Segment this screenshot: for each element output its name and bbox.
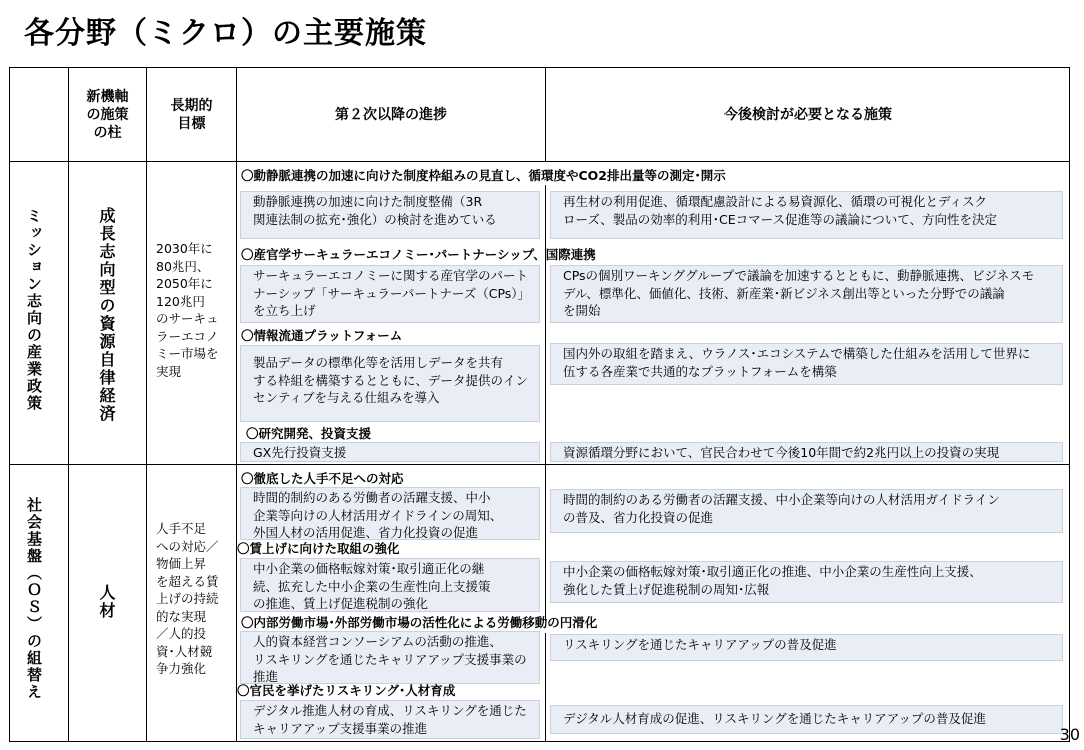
progress-box: 時間的制約のある労働者の活躍支援、中小 企業等向けの人材活用ガイドラインの周知、 外国人材の活用促進、省力化投資の促進 <box>240 487 540 540</box>
future-box: リスキリングを通じたキャリアアップの普及促進 <box>550 634 1063 661</box>
item-heading: 〇官民を挙げたリスキリング･人材育成 <box>237 683 456 698</box>
progress-box: 中小企業の価格転嫁対策･取引適正化の継 続、拡充した中小企業の生産性向上支援策 の推進、賃上げ促進税制の強化 <box>240 558 540 612</box>
progress-box: 動静脈連携の加速に向けた制度整備（3R 関連法制の拡充･強化）の検討を進めている <box>240 191 540 239</box>
future-box: デジタル人材育成の促進、リスキリングを通じたキャリアアップの普及促進 <box>550 705 1063 734</box>
category-mission: ミッション志向の産業政策 <box>25 208 43 412</box>
future-box: 資源循環分野において、官民合わせて今後10年間で約2兆円以上の投資の実現 <box>550 442 1063 462</box>
progress-box: サーキュラーエコノミーに関する産官学のパート ナーシップ「サーキュラーパートナーズ（CPs）」 を立ち上げ <box>240 265 540 323</box>
item-heading: 〇賃上げに向けた取組の強化 <box>237 541 400 556</box>
future-box: CPsの個別ワーキンググループで議論を加速するとともに、動静脈連携、ビジネスモ デル、標準化、価値化、技術、新産業･新ビジネス創出等といった分野での議論 を開始 <box>550 265 1063 323</box>
page-number: 30 <box>1059 725 1080 744</box>
progress-box: デジタル推進人材の育成、リスキリングを通じた キャリアアップ支援事業の推進 <box>240 700 540 739</box>
progress-box: 製品データの標準化等を活用しデータを共有 する枠組を構築するとともに、データ提供のイン センティブを与える仕組みを導入 <box>240 345 540 422</box>
header-goal: 長期的 目標 <box>170 97 213 132</box>
header-axis: 新機軸 の施策 の柱 <box>86 88 129 141</box>
item-heading: 〇内部労働市場･外部労働市場の活性化による労働移動の円滑化 <box>241 615 598 630</box>
future-box: 中小企業の価格転嫁対策･取引適正化の推進、中小企業の生産性向上支援、 強化した賃上げ促進税制の周知･広報 <box>550 561 1063 603</box>
header-progress: 第２次以降の進捗 <box>335 106 447 123</box>
item-heading: 〇情報流通プラットフォーム <box>241 328 403 343</box>
pillar-resource-economy: 成長志向型の資源自律経済 <box>97 207 116 423</box>
item-heading: 〇動静脈連携の加速に向けた制度枠組みの見直し、循環度やCO2排出量等の測定･開示 <box>241 168 726 183</box>
item-heading: 〇産官学サーキュラーエコノミー･パートナーシップ、国際連携 <box>241 247 596 262</box>
pillar-human-resources: 人材 <box>97 584 116 620</box>
goal-social: 人手不足 への対応／ 物価上昇 を超える賃 上げの持続 的な実現 ／人的投 資･人材競 争力強化 <box>156 521 219 676</box>
goal-mission: 2030年に 80兆円、 2050年に 120兆円 のサーキュ ラーエコノ ミー市場を 実現 <box>156 241 219 379</box>
header-row-divider <box>9 161 1070 162</box>
future-box: 再生材の利用促進、循環配慮設計による易資源化、循環の可視化とディスク ローズ、製品の効率的利用･CEコマース促進等の議論について、方向性を決定 <box>550 191 1063 239</box>
column-divider <box>236 68 237 742</box>
future-box: 国内外の取組を踏まえ、ウラノス･エコシステムで構築した仕組みを活用して世界に 伍する各産業で共通的なプラットフォームを構築 <box>550 343 1063 385</box>
future-box: 時間的制約のある労働者の活躍支援、中小企業等向けの人材活用ガイドライン の普及、省力化投資の促進 <box>550 489 1063 533</box>
column-divider <box>68 68 69 742</box>
progress-box: GX先行投資支援 <box>240 442 540 462</box>
header-future: 今後検討が必要となる施策 <box>724 106 892 123</box>
item-heading: 〇徹底した人手不足への対応 <box>241 471 404 486</box>
item-heading: 〇研究開発、投資支援 <box>246 426 372 441</box>
column-divider <box>545 633 546 742</box>
progress-box: 人的資本経営コンソーシアムの活動の推進、 リスキリングを通じたキャリアアップ支援事業の 推進 <box>240 631 540 684</box>
category-social-os: 社会基盤（ＯＳ）の組替え <box>25 497 43 701</box>
column-divider <box>545 261 546 621</box>
page-title: 各分野（ミクロ）の主要施策 <box>24 16 427 51</box>
section-divider <box>9 464 1070 465</box>
column-divider <box>146 68 147 742</box>
